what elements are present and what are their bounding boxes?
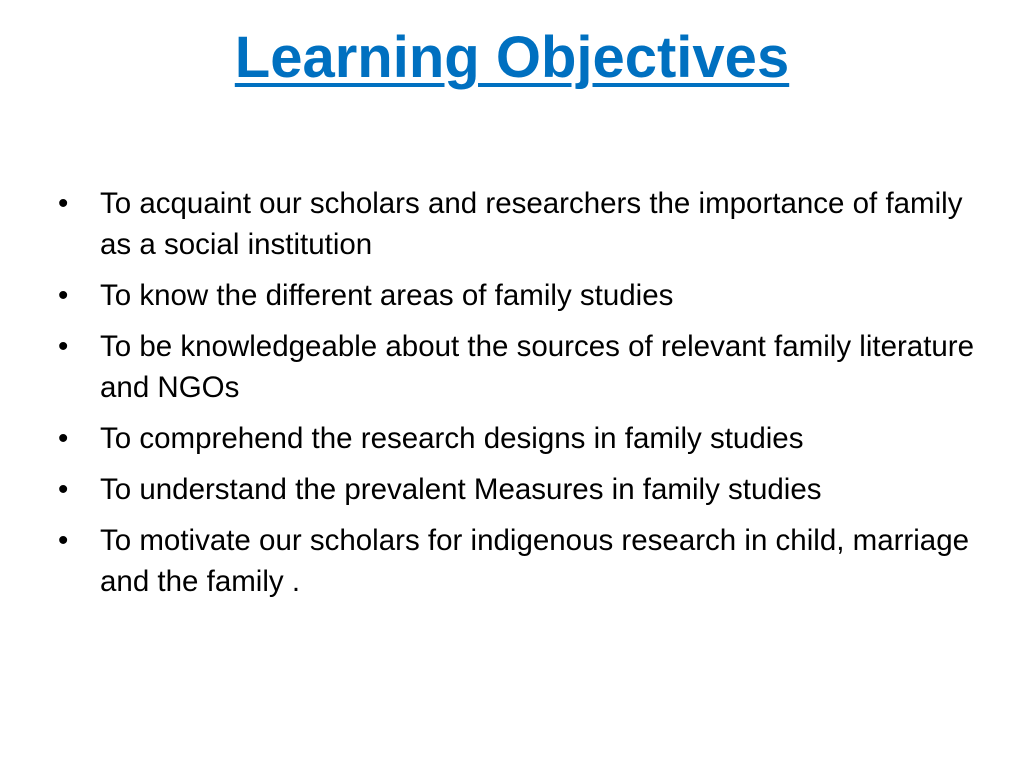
- objective-text: To be knowledgeable about the sources of relevant family literature and NGOs: [100, 330, 975, 404]
- objectives-list: [58, 183, 978, 612]
- bullet-icon: •: [58, 187, 69, 220]
- bullet-icon: •: [58, 279, 69, 312]
- slide-title: Learning Objectives: [234, 25, 790, 90]
- objective-text: To know the different areas of family studies: [100, 279, 674, 312]
- objective-text: To understand the prevalent Measures in family studies: [100, 473, 822, 506]
- list-item: [58, 418, 978, 459]
- list-item: [58, 469, 978, 510]
- bullet-icon: •: [58, 473, 69, 506]
- bullet-icon: •: [58, 524, 69, 557]
- bullet-icon: •: [58, 330, 69, 363]
- objective-text: To comprehend the research designs in family studies: [100, 422, 804, 455]
- list-item: [58, 275, 978, 316]
- bullet-icon: •: [58, 422, 69, 455]
- list-item: [58, 183, 978, 265]
- objective-text: To acquaint our scholars and researchers the importance of family as a social institution: [100, 187, 963, 261]
- objective-text: To motivate our scholars for indigenous research in child, marriage and the family .: [100, 524, 970, 598]
- list-item: [58, 326, 978, 408]
- list-item: [58, 520, 978, 602]
